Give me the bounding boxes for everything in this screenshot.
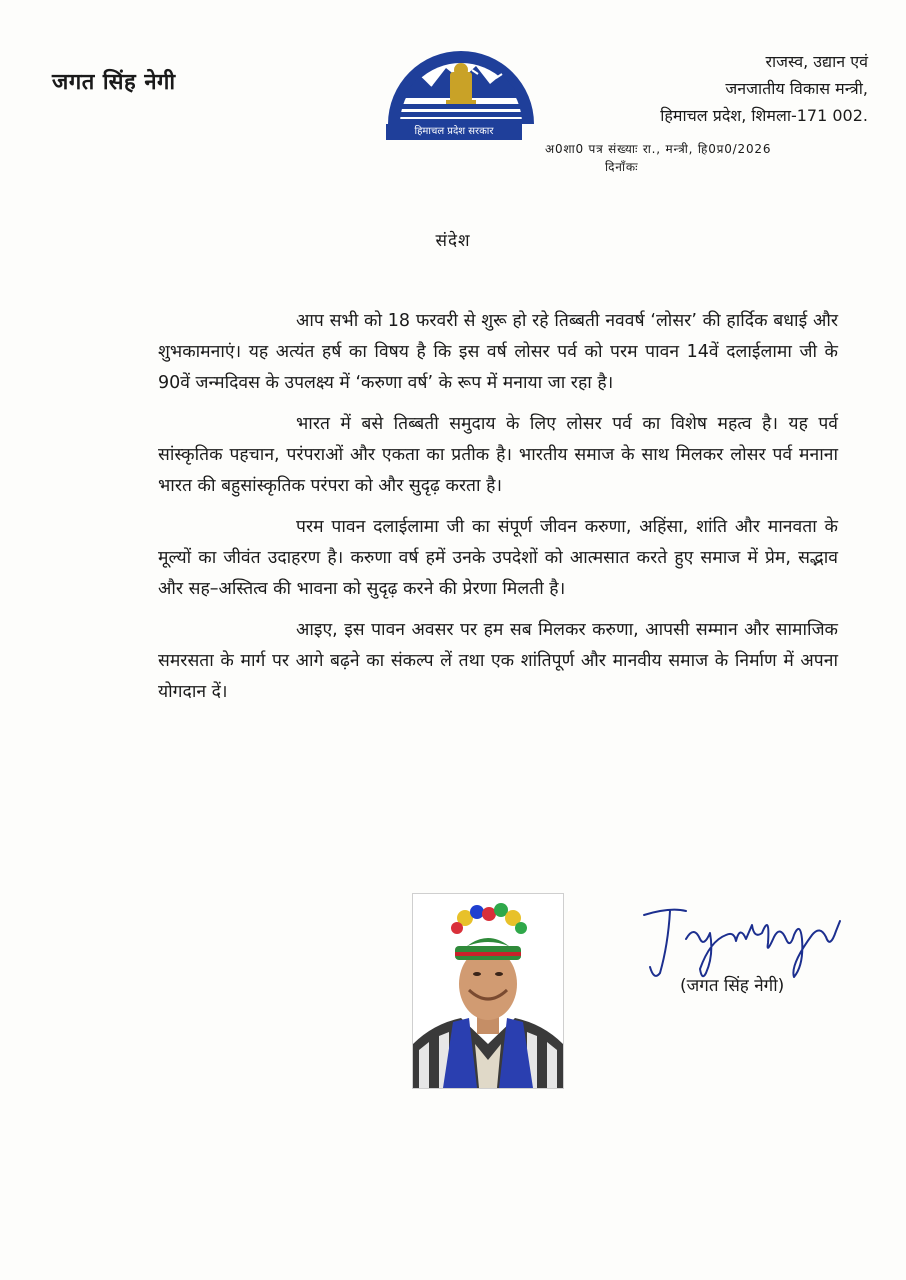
paragraph-3: परम पावन दलाईलामा जी का संपूर्ण जीवन करुणा, अहिंसा, शांति और मानवता के मूल्यों का जीवंत उदाहरण है। करुणा वर्ष हमें उनके उपदेशों को आत्मसात करते हुए समाज में प्रेम, सद्भाव और सह–अस्तित्व की भावना को सुदृढ़ करने की प्रेरणा मिलती है।: [158, 517, 838, 599]
paragraph-4: आइए, इस पावन अवसर पर हम सब मिलकर करुणा, आपसी सम्मान और सामाजिक समरसता के मार्ग पर आगे बढ़ने का संकल्प लें तथा एक शांतिपूर्ण और मानवीय समाज के निर्माण में अपना योगदान दें।: [158, 620, 838, 702]
minister-photo: [412, 893, 564, 1089]
office-line-2: जनजातीय विकास मन्त्री,: [725, 79, 868, 98]
minister-name: जगत सिंह नेगी: [52, 70, 176, 95]
office-line-1: राजस्व, उद्यान एवं: [765, 52, 868, 71]
signer-name: (जगत सिंह नेगी): [680, 976, 785, 996]
letter-reference: [545, 140, 771, 176]
letter-body: [158, 306, 838, 718]
emblem-caption: हिमाचल प्रदेश सरकार: [386, 124, 522, 140]
date-label: दिनाँकः: [605, 160, 639, 174]
letter-number: अ0शा0 पत्र संख्याः रा., मन्त्री, हि0प्र0/2026: [545, 142, 772, 156]
office-line-3: हिमाचल प्रदेश, शिमला-171 002.: [660, 106, 868, 125]
letter-heading: संदेश: [435, 231, 471, 251]
handwritten-signature: [640, 895, 850, 985]
office-address: [660, 48, 868, 129]
paragraph-1: आप सभी को 18 फरवरी से शुरू हो रहे तिब्बती नववर्ष ‘लोसर’ की हार्दिक बधाई और शुभकामनाएं। यह अत्यंत हर्ष का विषय है कि इस वर्ष लोसर पर्व को परम पावन 14वें दलाईलामा जी के 90वें जन्मदिवस के उपलक्ष्य में ‘करुणा वर्ष’ के रूप में मनाया जा रहा है।: [158, 311, 838, 393]
paragraph-2: भारत में बसे तिब्बती समुदाय के लिए लोसर पर्व का विशेष महत्व है। यह पर्व सांस्कृतिक पहचान, परंपराओं और एकता का प्रतीक है। भारतीय समाज के साथ मिलकर लोसर पर्व मनाना भारत की बहुसांस्कृतिक परंपरा को और सुदृढ़ करता है।: [158, 414, 838, 496]
